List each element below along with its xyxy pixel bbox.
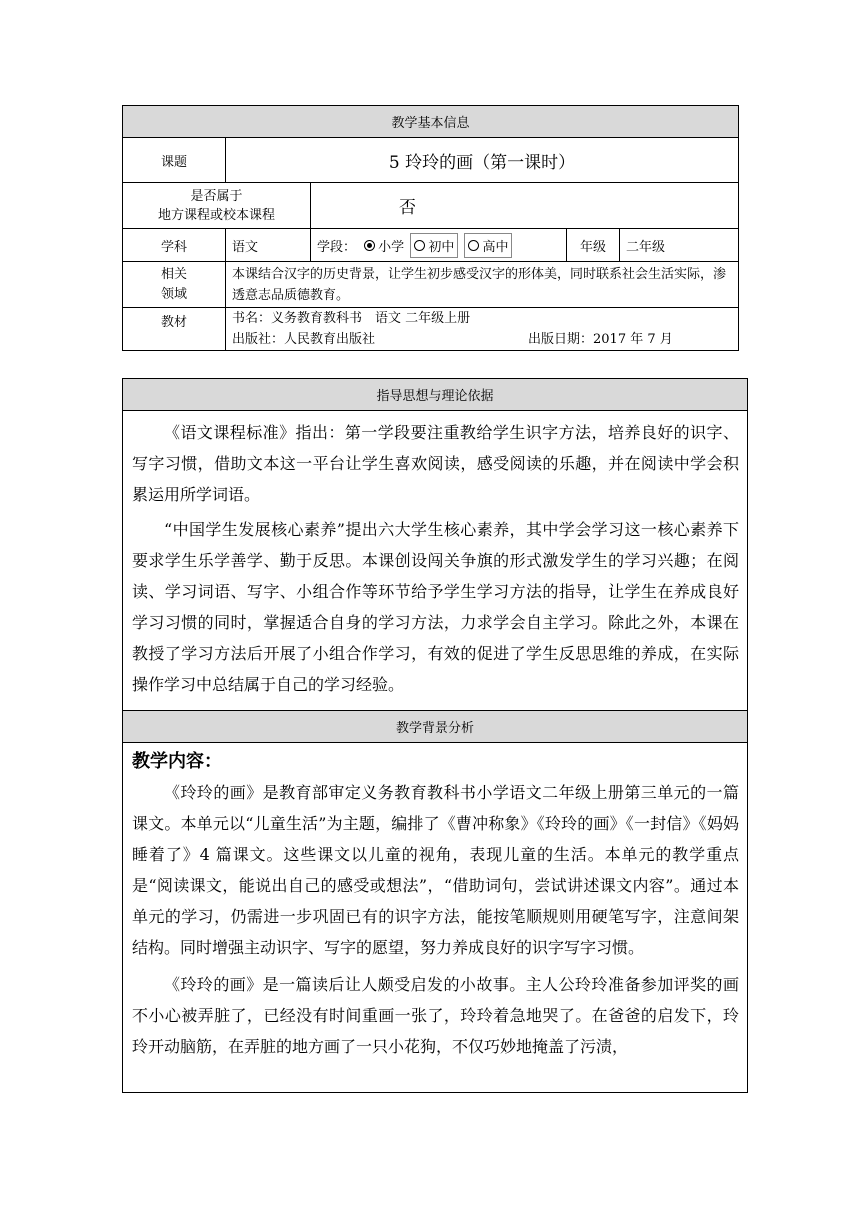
- guidance-paragraph: 《语文课程标准》指出：第一学段要注重教给学生识字方法，培养良好的识字、写字习惯，借助文本这一平台让学生喜欢阅读，感受阅读的乐趣，并在阅读中学会积累运用所学词语。: [132, 423, 739, 504]
- background-header: 教学背景分析: [123, 711, 748, 743]
- background-paragraph: 《玲玲的画》是一篇读后让人颇受启发的小故事。主人公玲玲准备参加评奖的画不小心被弄脏了，已经没有时间重画一张了，玲玲着急地哭了。在爸爸的启发下，玲玲开动脑筋，在弄脏的地方画了一只小花狗，不仅巧妙地掩盖了污渍，: [132, 975, 739, 1056]
- radio-empty-icon: [468, 240, 479, 251]
- topic-value: 5 玲玲的画（第一课时）: [226, 138, 739, 183]
- stage-option-label: 高中: [482, 239, 509, 255]
- radio-empty-icon: [414, 240, 425, 251]
- stage-option-label: 初中: [428, 239, 455, 255]
- local-course-value: [311, 183, 739, 229]
- textbook-value: [226, 308, 739, 351]
- field-label-line2: 领域: [160, 286, 187, 302]
- textbook-label: 教材: [123, 308, 226, 351]
- subject-value: 语文: [226, 229, 311, 262]
- basic-info-header: 教学基本信息: [123, 106, 739, 138]
- field-value: 本课结合汉字的历史背景，让学生初步感受汉字的形体美，同时联系社会生活实际，渗透意志品质德教育。: [226, 262, 739, 308]
- subject-label: 学科: [123, 229, 226, 262]
- local-course-label: [123, 183, 311, 229]
- field-label: [123, 262, 226, 308]
- stage-option-label: 小学: [378, 239, 405, 255]
- basic-info-table: [122, 105, 739, 351]
- teaching-content-heading: 教学内容：: [132, 751, 222, 772]
- local-course-label-line1: 是否属于: [190, 188, 243, 204]
- textbook-publisher: 出版社：人民教育出版社: [232, 332, 376, 347]
- grade-value: 二年级: [620, 229, 739, 262]
- textbook-title: 书名：义务教育教科书 语文 二年级上册: [232, 311, 471, 326]
- background-paragraph: 《玲玲的画》是教育部审定义务教育教科书小学语文二年级上册第三单元的一篇课文。本单元以“儿童生活”为主题，编排了《曹冲称象》《玲玲的画》《一封信》《妈妈睡着了》4 篇课文。这些课文以儿童的视角，表现儿童的生活。本单元的教学重点是“阅读课文，能说出自己的感受或想法”，“借助词句，尝试讲述课文内容”。通过本单元的学习，仍需进一步巩固已有的识字方法，能按笔顺规则用硬笔写字，注意间架结构。同时增强主动识字、写字的愿望，努力养成良好的识字写字习惯。: [132, 783, 739, 957]
- guidance-header: 指导思想与理论依据: [123, 379, 748, 411]
- stage-selector: [311, 229, 567, 262]
- radio-selected-icon: [364, 240, 375, 251]
- guidance-paragraph: “中国学生发展核心素养”提出六大学生核心素养，其中学会学习这一核心素养下要求学生乐学善学、勤于反思。本课创设闯关争旗的形式激发学生的学习兴趣；在阅读、学习词语、写字、小组合作等环节给予学生学习方法的指导，让学生在养成良好学习习惯的同时，掌握适合自身的学习方法，力求学会自主学习。除此之外，本课在教授了学习方法后开展了小组合作学习，有效的促进了学生反思思维的养成，在实际操作学习中总结属于自己的学习经验。: [132, 520, 739, 694]
- textbook-publisher-row: [232, 329, 738, 350]
- field-label-line1: 相关: [160, 266, 187, 282]
- local-course-label-line2: 地方课程或校本课程: [157, 207, 275, 223]
- grade-label: 年级: [567, 229, 620, 262]
- stage-option-senior[interactable]: [464, 233, 512, 258]
- stage-option-primary[interactable]: [364, 236, 404, 255]
- stage-option-junior[interactable]: [410, 233, 458, 258]
- topic-label: 课题: [123, 138, 226, 183]
- stage-label: 学段：: [317, 239, 357, 255]
- background-body: [123, 743, 748, 1093]
- textbook-pub-date: 出版日期：2017 年 7 月: [528, 332, 673, 347]
- guidance-body: [123, 411, 748, 711]
- local-course-value-text: 否: [399, 198, 416, 218]
- guidance-table: [122, 378, 748, 1093]
